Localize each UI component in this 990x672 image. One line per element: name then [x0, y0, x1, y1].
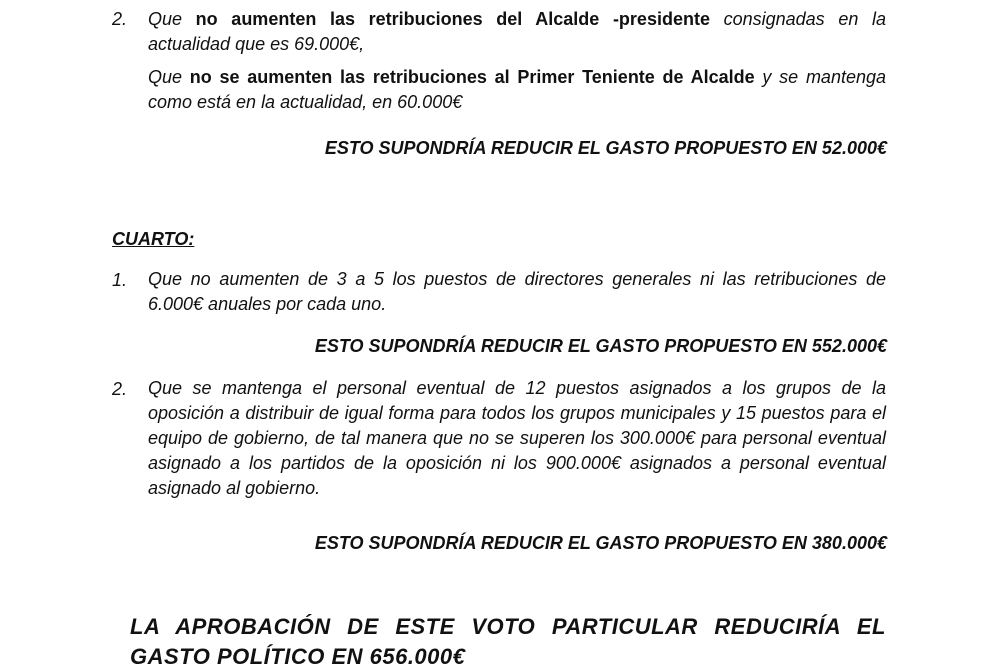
- item-text-post: consignadas en la actualidad que es 69.000€,: [148, 9, 886, 54]
- item-text-pre: Que: [148, 67, 190, 87]
- list-item-text: [148, 65, 886, 115]
- summary-line: ESTO SUPONDRÍA REDUCIR EL GASTO PROPUESTO EN 52.000€: [324, 138, 887, 158]
- list-item-text: [148, 7, 886, 57]
- item-text-bold: no se aumenten las retribuciones al Primer Teniente de Alcalde: [189, 67, 755, 87]
- summary-line: ESTO SUPONDRÍA REDUCIR EL GASTO PROPUESTO EN 552.000€: [314, 336, 887, 356]
- list-number: 2.: [112, 9, 128, 29]
- section-heading: CUARTO:: [112, 229, 195, 249]
- item-text-pre: Que: [148, 9, 196, 29]
- list-number: 1.: [112, 270, 128, 290]
- conclusion-text: LA APROBACIÓN DE ESTE VOTO PARTICULAR REDUCIRÍA EL GASTO POLÍTICO EN 656.000€: [130, 614, 886, 669]
- list-item-text: Que se mantenga el personal eventual de 12 puestos asignados a los grupos de la oposición a distribuir de igual forma para todos los grupos municipales y 15 puestos para el equipo de gobierno, de tal manera que no se superen los 300.000€ para personal eventual asignado a los partidos de la oposición ni los 900.000€ asignados a personal eventual asignado al gobierno.: [148, 378, 886, 498]
- summary-line: ESTO SUPONDRÍA REDUCIR EL GASTO PROPUESTO EN 380.000€: [314, 533, 887, 553]
- list-number: 2.: [112, 379, 128, 399]
- item-text-post: y se mantenga como está en la actualidad, en 60.000€: [148, 67, 887, 112]
- list-item-text: Que no aumenten de 3 a 5 los puestos de directores generales ni las retribuciones de 6.000€ anuales por cada uno.: [148, 269, 886, 314]
- item-text-bold: no aumenten las retribuciones del Alcalde -presidente: [195, 9, 710, 29]
